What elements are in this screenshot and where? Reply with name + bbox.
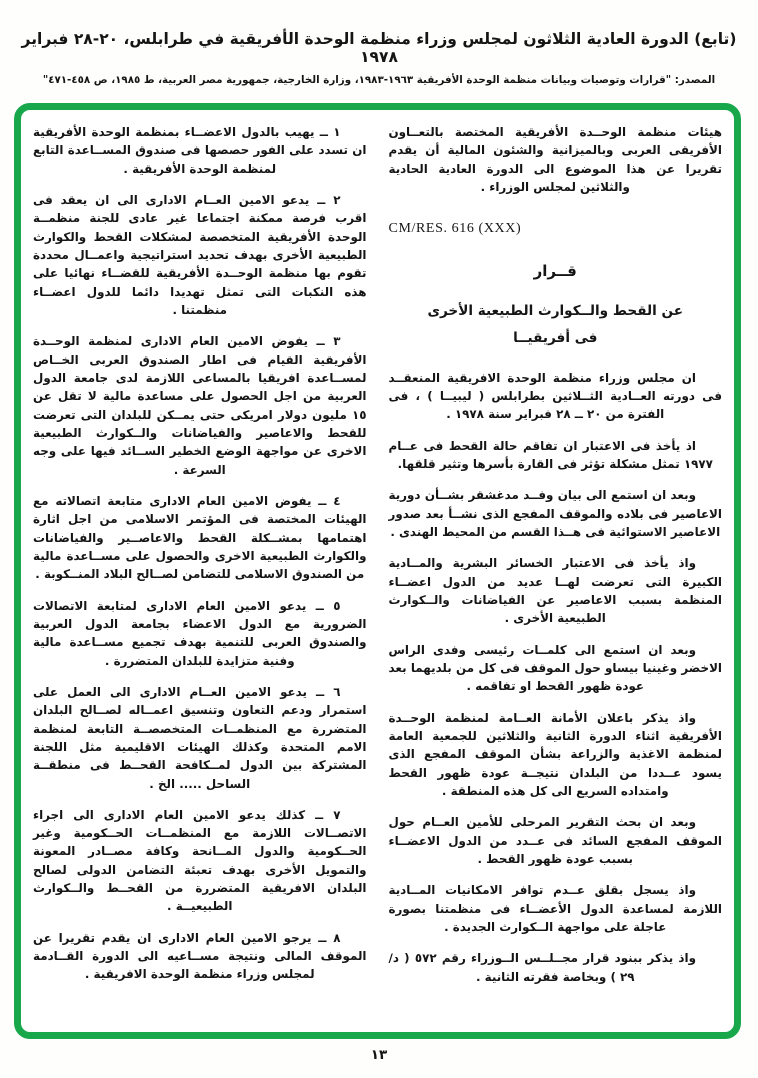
source-citation: المصدر: "قرارات وتوصيات وبيانات منظمة الوحدة الأفريقية ١٩٦٣-١٩٨٣، وزارة الخارجية، جمهورية مصر العربية، ط ١٩٨٥، ص ٤٥٨-٤٧١" bbox=[42, 74, 716, 86]
operative-item: ٦ ــ يدعو الامين العــام الادارى الى العمل على استمرار ودعم التعاون وتنسيق اعمــاله لصــالح البلدان المتضررة مع المنظمــات المتخصصــة التابعة لمنظمة الامم المتحدة وكذلك الهيئات الاقليمية مثل اللجنة المشتركة بين الدول لمــكافحة القحــط فى منطقــة الساحل ..... الخ . bbox=[33, 684, 367, 791]
resolution-frame bbox=[14, 103, 741, 1039]
page-header bbox=[0, 0, 758, 86]
page-number: ١٣ bbox=[370, 1047, 388, 1063]
operative-item: ٢ ــ يدعو الامين العــام الادارى الى ان يعقد فى اقرب فرصة ممكنة اجتماعا غير عادى للجنة منظمــة الوحدة الأفريقية المتخصصة لمشكلات القحط والكوارث الطبيعية الأخرى بهدف تحديد استراتيجية واعمــال محددة تقوم بها منظمة الوحــدة الأفريقية للقضــاء نهائيا على هذه النكبات التى تمثل تهديدا دائما للدول اعضــاء منظمتنا . bbox=[33, 192, 367, 317]
operative-item: ٣ ــ يفوض الامين العام الادارى لمنظمة الوحــدة الأفريقية القيام فى اطار الصندوق العربى الخــاص لمســاعدة افريقيا بالمساعى اللازمة لدى جامعة الدول العربية من اجل الحصول على مساعدة مالية لا تقل عن ١٥ مليون دولار امريكى حتى يمــكن للبلدان التى تعرضت للقحط والاعاصير والفياضانات والــكوارث الطبيعية الاخرى عن مواجهة الوضع الخطير الســائد فيها على وجه السرعة . bbox=[33, 334, 367, 477]
preamble-paragraph: وبعد ان استمع الى بيان وفــد مدغشقر بشــأن دورية الاعاصير فى بلاده والموقف المفجع الذى نشــأ بعد صدور الاعاصير الاستوائية فى هــذا القسم من المحيط الهندى . bbox=[388, 488, 722, 540]
session-title: (تابع) الدورة العادية الثلاثون لمجلس وزراء منظمة الوحدة الأفريقية في طرابلس، ٢٠-٢٨ فبراير ١٩٧٨ bbox=[21, 30, 737, 66]
resolution-heading: قــرار bbox=[533, 261, 577, 280]
preamble-paragraph: اذ يأخذ فى الاعتبار ان تفاقم حالة القحط فى عــام ١٩٧٧ تمثل مشكلة تؤثر فى القارة بأسرها وتثير قلقها. bbox=[388, 438, 713, 472]
preamble-paragraph: ان مجلس وزراء منظمة الوحدة الافريقية المنعقــد فى دورته العــادية الثــلاثين بطرابلس ( ليبيــا ) ، فى الفترة من ٢٠ ــ ٢٨ فبراير سنة ١٩٧٨ . bbox=[388, 370, 722, 422]
two-column-layout bbox=[33, 123, 722, 1024]
preamble-paragraph: وبعد ان استمع الى كلمــات رئيسى وفدى الراس الاخضر وغينيا بيساو حول الموقف فى كل من بلديهما بعد عودة ظهور القحط او تفاقمه . bbox=[388, 642, 722, 694]
preamble-paragraph: وبعد ان بحث التقرير المرحلى للأمين العــام حول الموقف المفجع السائد فى عــدد من الدول الاعضــاء بسبب عودة ظهور القحط . bbox=[388, 815, 722, 867]
operative-item: ٧ ــ كذلك يدعو الامين العام الادارى الى اجراء الاتصــالات اللازمة مع المنظمــات الحــكومية وغير الحــكومية والدول المــانحة وكافة مصــادر المعونة والتمويل الأخرى بهدف تعبئة التضامن الدولى لصالح البلدان الافريقية المتضررة من القحــط والــكوارث الطبيعيــة . bbox=[33, 807, 367, 914]
column-preamble bbox=[389, 123, 723, 1024]
page-footer bbox=[0, 1044, 758, 1063]
operative-item: ١ ــ يهيب بالدول الاعضــاء بمنظمة الوحدة الأفريقية ان تسدد على الفور حصصها فى صندوق المســاعدة التابع لمنظمة الوحدة الأفريقية . bbox=[33, 125, 367, 176]
operative-item: ٨ ــ يرجو الامين العام الادارى ان يقدم تقريرا عن الموقف المالى ونتيجة مســاعيه الى الدورة القــادمة لمجلس وزراء منظمة الوحدة الافريقية . bbox=[33, 930, 367, 982]
preamble-paragraph: واذ يذكر ببنود قرار مجــلــس الــوزراء رقم ٥٧٢ ( د/٢٩ ) وبخاصة فقرته الثانية . bbox=[388, 951, 696, 984]
preamble-paragraph: واذ يسجل بقلق عــدم توافر الامكانيات المــادية اللازمة لمساعدة الدول الأعضــاء فى منظمتنا بصورة عاجلة على مواجهة الــكوارث الجديدة . bbox=[388, 883, 722, 934]
resolution-title-line1: عن القحط والــكوارث الطبيعية الأخرى bbox=[427, 302, 683, 319]
column-operative bbox=[33, 123, 367, 1024]
preamble-paragraph: واذ يذكر باعلان الأمانة العــامة لمنظمة الوحــدة الأفريقية اثناء الدورة الثانية والثلاثين للجمعية العامة لمنظمة الاغذية والزراعة بشأن الموقف المفجع الذى يسود عــددا من البلدان نتيجــة عودة ظهور القحط وامتداده السريع الى كل هذه المنطقة . bbox=[388, 710, 722, 799]
resolution-number: CM/RES. 616 (XXX) bbox=[388, 221, 522, 237]
continuation-paragraph: هيئات منظمة الوحــدة الأفريقية المختصة بالتعــاون الأفريقى العربى وبالميزانية والشئون المالية أن يقدم تقريرا عن هذا الموضوع الى الدورة العادية الحادية والثلاثين لمجلس الوزراء . bbox=[388, 125, 722, 194]
preamble-paragraph: واذ يأخذ فى الاعتبار الخسائر البشرية والمــادية الكبيرة التى تعرضت لهــا عديد من الدول اعضــاء المنظمة بسبب الاعاصير عن الفياضانات والــكوارث الطبيعية الأخرى . bbox=[388, 556, 722, 626]
resolution-title-line2: فى أفريقيــا bbox=[513, 329, 598, 346]
operative-item: ٥ ــ يدعو الامين العام الادارى لمتابعة الاتصالات الضرورية مع الدول الاعضاء بجامعة الدول العربية والصندوق العربى للتنمية بهدف تجميع مســاعدة مالية وفنية متزايدة للبلدان المتضررة . bbox=[33, 598, 367, 668]
operative-item: ٤ ــ يفوض الامين العام الادارى متابعة اتصالاته مع الهيئات المختصة فى المؤتمر الاسلامى من اجل اثارة اهتمامها بمشــكلة القحط والاعاصــير والفياضانات والكوارث الطبيعية الاخرى والحصول على مســاعدة مالية من الصندوق الاسلامى للتضامن لصــالح البلاد المنــكوبة . bbox=[33, 493, 367, 582]
